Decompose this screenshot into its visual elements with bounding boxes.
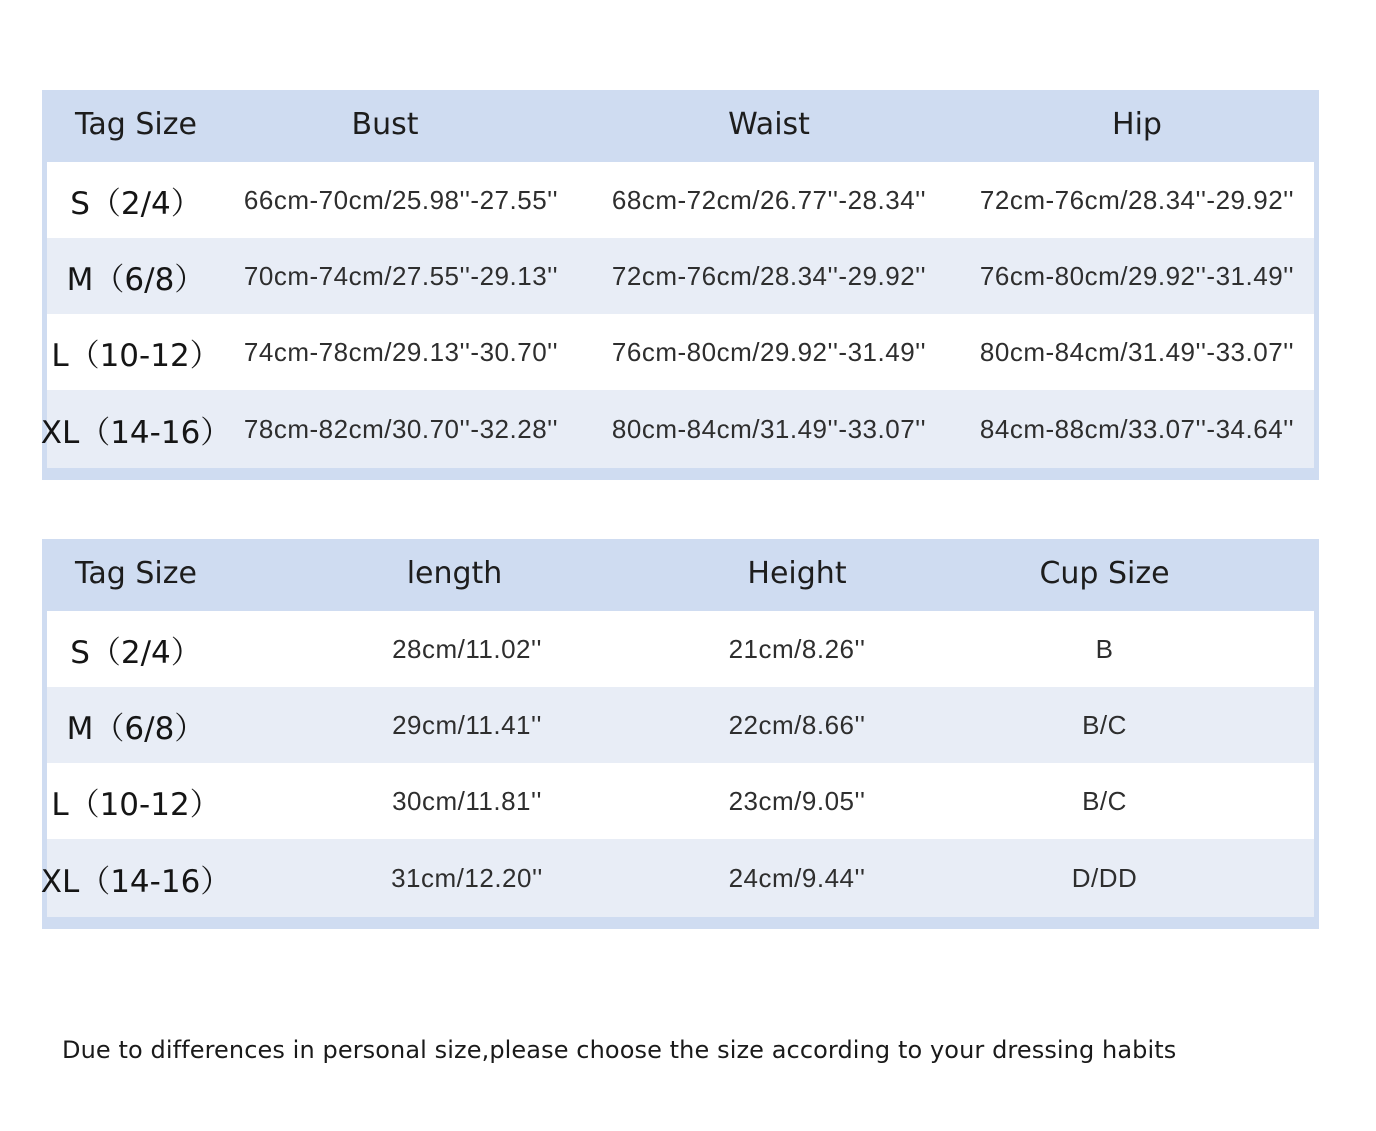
header-waist: Waist bbox=[728, 107, 810, 142]
bust-cell: 66cm-70cm/25.98''-27.55'' bbox=[243, 184, 559, 215]
bust-cell: 74cm-78cm/29.13''-30.70'' bbox=[243, 336, 559, 367]
cup-size-cell: D/DD bbox=[1071, 862, 1138, 893]
waist-cell: 68cm-72cm/26.77''-28.34'' bbox=[611, 184, 927, 215]
bust-cell: 78cm-82cm/30.70''-32.28'' bbox=[243, 413, 559, 444]
table-row bbox=[47, 611, 1314, 687]
tag-size-cell: XL（14-16） bbox=[40, 863, 232, 900]
header-bust: Bust bbox=[351, 107, 419, 142]
header-hip: Hip bbox=[1112, 107, 1162, 142]
table-row bbox=[47, 162, 1314, 238]
tag-size-cell: M（6/8） bbox=[66, 261, 206, 298]
size-table-garment-measurements bbox=[42, 539, 1319, 929]
header-cup-size: Cup Size bbox=[1039, 556, 1170, 591]
waist-cell: 76cm-80cm/29.92''-31.49'' bbox=[611, 336, 927, 367]
cup-size-cell: B/C bbox=[1082, 785, 1127, 816]
tag-size-cell: L（10-12） bbox=[51, 337, 221, 374]
tag-size-cell: S（2/4） bbox=[70, 634, 202, 671]
tag-size-cell: L（10-12） bbox=[51, 786, 221, 823]
hip-cell: 80cm-84cm/31.49''-33.07'' bbox=[979, 336, 1295, 367]
hip-cell: 84cm-88cm/33.07''-34.64'' bbox=[979, 413, 1295, 444]
header-tag-size: Tag Size bbox=[75, 107, 197, 142]
table-header-row bbox=[47, 539, 1314, 611]
table-row bbox=[47, 687, 1314, 763]
height-cell: 21cm/8.26'' bbox=[728, 633, 866, 664]
tag-size-cell: M（6/8） bbox=[66, 710, 206, 747]
size-advice-note: Due to differences in personal size,please choose the size according to your dressing habits bbox=[62, 1036, 1177, 1064]
header-height: Height bbox=[747, 556, 847, 591]
table-header-row bbox=[47, 90, 1314, 162]
table-row bbox=[47, 314, 1314, 390]
table-row bbox=[47, 238, 1314, 314]
header-tag-size: Tag Size bbox=[75, 556, 197, 591]
waist-cell: 80cm-84cm/31.49''-33.07'' bbox=[611, 413, 927, 444]
height-cell: 24cm/9.44'' bbox=[728, 862, 866, 893]
table-row bbox=[40, 839, 1314, 917]
tag-size-cell: S（2/4） bbox=[70, 185, 202, 222]
header-length: length bbox=[406, 556, 503, 591]
cup-size-cell: B/C bbox=[1082, 709, 1127, 740]
height-cell: 22cm/8.66'' bbox=[728, 709, 866, 740]
length-cell: 28cm/11.02'' bbox=[392, 633, 542, 664]
length-cell: 29cm/11.41'' bbox=[392, 709, 542, 740]
cup-size-cell: B bbox=[1095, 633, 1114, 664]
table-row bbox=[40, 390, 1314, 468]
length-cell: 31cm/12.20'' bbox=[391, 862, 543, 893]
table-row bbox=[47, 763, 1314, 839]
size-table-body-measurements bbox=[42, 90, 1319, 480]
hip-cell: 76cm-80cm/29.92''-31.49'' bbox=[979, 260, 1295, 291]
hip-cell: 72cm-76cm/28.34''-29.92'' bbox=[979, 184, 1295, 215]
length-cell: 30cm/11.81'' bbox=[392, 785, 542, 816]
tag-size-cell: XL（14-16） bbox=[40, 414, 232, 451]
waist-cell: 72cm-76cm/28.34''-29.92'' bbox=[611, 260, 927, 291]
bust-cell: 70cm-74cm/27.55''-29.13'' bbox=[243, 260, 559, 291]
height-cell: 23cm/9.05'' bbox=[728, 785, 866, 816]
